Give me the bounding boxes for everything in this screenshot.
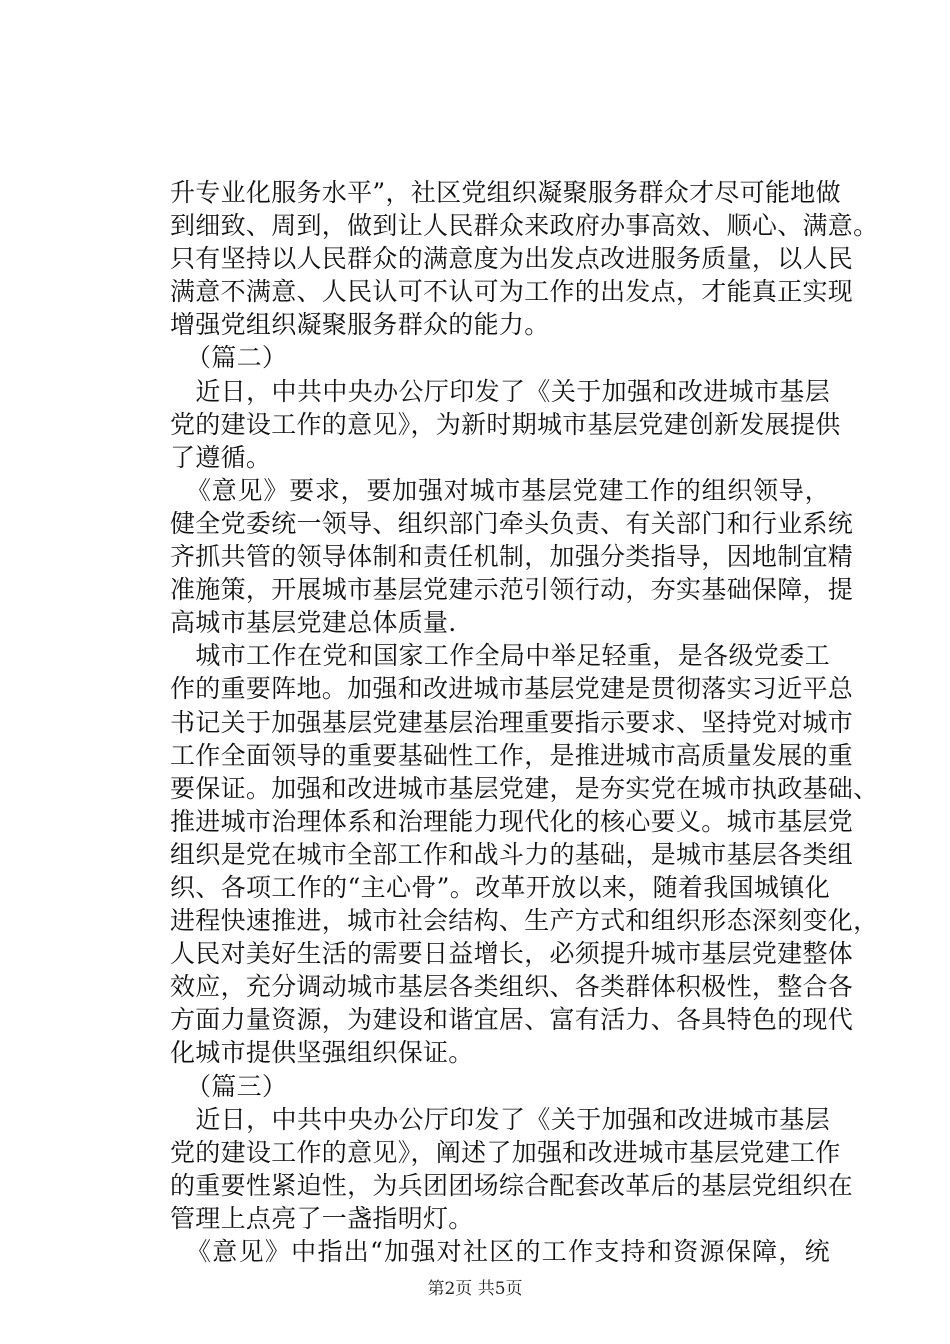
text-line: 党的建设工作的意见》，阐述了加强和改进城市基层党建工作 — [170, 1137, 841, 1167]
text-line: 齐抓共管的领导体制和责任机制，加强分类指导，因地制宜精 — [170, 542, 854, 572]
text-line: 《意见》要求，要加强对城市基层党建工作的组织领导， — [186, 475, 830, 505]
text-line: （篇三） — [186, 1071, 288, 1101]
text-line: 管理上点亮了一盏指明灯。 — [170, 1203, 474, 1233]
text-line: 《意见》中指出“加强对社区的工作支持和资源保障，统 — [186, 1237, 830, 1266]
text-line: 织、各项工作的“主心骨”。改革开放以来，随着我国城镇化 — [170, 872, 830, 902]
text-line: 近日，中共中央办公厅印发了《关于加强和改进城市基层 — [170, 376, 830, 406]
text-line: 近日，中共中央办公厅印发了《关于加强和改进城市基层 — [170, 1104, 830, 1134]
text-line: 城市工作在党和国家工作全局中举足轻重，是各级党委工 — [170, 641, 830, 671]
text-line: 了遵循。 — [170, 442, 272, 472]
text-line: 要保证。加强和改进城市基层党建，是夯实党在城市执政基础、 — [170, 773, 879, 803]
text-line: （篇二） — [186, 343, 288, 373]
text-line: 方面力量资源，为建设和谐宜居、富有活力、各具特色的现代 — [170, 1005, 854, 1035]
text-line: 到细致、周到，做到让人民群众来政府办事高效、顺心、满意。 — [170, 211, 879, 241]
text-line: 效应，充分调动城市基层各类组织、各类群体积极性，整合各 — [170, 972, 854, 1002]
text-line: 工作全面领导的重要基础性工作，是推进城市高质量发展的重 — [170, 740, 854, 770]
text-line: 升专业化服务水平”，社区党组织凝聚服务群众才尽可能地做 — [170, 178, 841, 207]
document-body — [170, 176, 879, 1268]
text-line: 书记关于加强基层党建基层治理重要指示要求、坚持党对城市 — [170, 707, 854, 737]
text-line: 的重要性紧迫性，为兵团团场综合配套改革后的基层党组织在 — [170, 1170, 854, 1200]
text-line: 进程快速推进，城市社会结构、生产方式和组织形态深刻变化， — [170, 906, 879, 936]
text-line: 推进城市治理体系和治理能力现代化的核心要义。城市基层党 — [170, 806, 854, 836]
text-line: 作的重要阵地。加强和改进城市基层党建是贯彻落实习近平总 — [170, 674, 854, 704]
text-line: 化城市提供坚强组织保证。 — [170, 1038, 474, 1068]
text-line: 只有坚持以人民群众的满意度为出发点改进服务质量，以人民 — [170, 244, 854, 274]
text-line: 准施策，开展城市基层党建示范引领行动，夯实基础保障，提 — [170, 575, 854, 605]
text-line: 高城市基层党建总体质量. — [170, 608, 457, 638]
text-line: 满意不满意、人民认可不认可为工作的出发点，才能真正实现 — [170, 277, 854, 307]
text-line: 组织是党在城市全部工作和战斗力的基础，是城市基层各类组 — [170, 839, 854, 869]
page-number-footer: 第2页 共5页 — [427, 1279, 523, 1299]
text-line: 健全党委统一领导、组织部门牵头负责、有关部门和行业系统 — [170, 508, 854, 538]
text-line: 人民对美好生活的需要日益增长，必须提升城市基层党建整体 — [170, 939, 854, 969]
text-line: 增强党组织凝聚服务群众的能力。 — [170, 310, 550, 340]
text-line: 党的建设工作的意见》，为新时期城市基层党建创新发展提供 — [170, 409, 841, 439]
